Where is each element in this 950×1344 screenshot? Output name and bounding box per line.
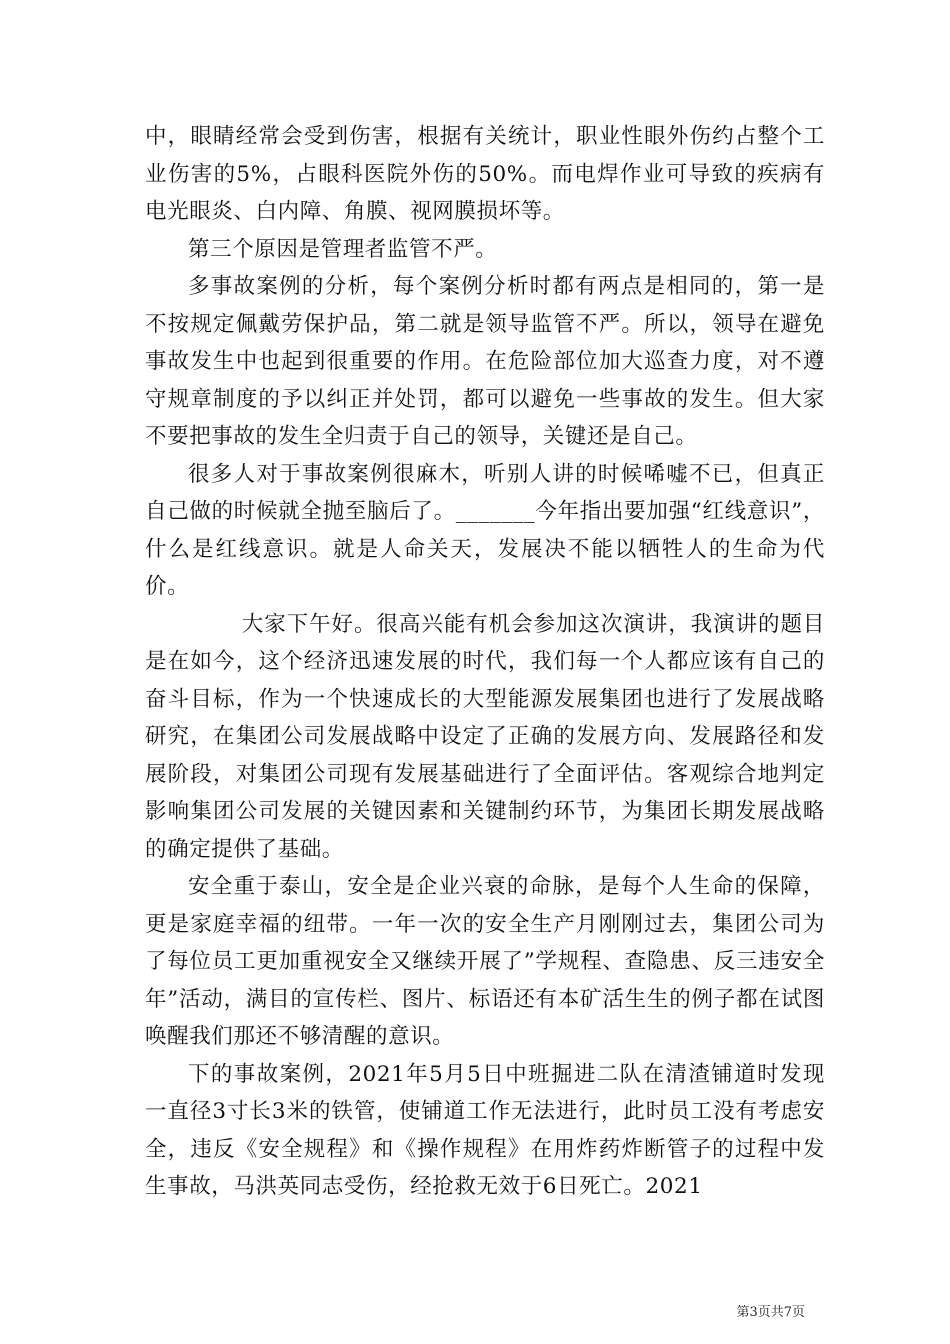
document-body (145, 118, 825, 1206)
paragraph-6: 安全重于泰山，安全是企业兴衰的命脉，是每个人生命的保障，更是家庭幸福的纽带。一年一次的安全生产月刚刚过去，集团公司为了每位员工更加重视安全又继续开展了”学规程、查隐患、反三违安全年”活动，满目的宣传栏、图片、标语还有本矿活生生的例子都在试图唤醒我们那还不够清醒的意识。 (145, 874, 825, 1049)
paragraph-2: 第三个原因是管理者监管不严。 (188, 236, 498, 262)
paragraph-7: 下的事故案例，2021年5月5日中班掘进二队在清渣铺道时发现一直径3寸长3米的铁管，使铺道工作无法进行，此时员工没有考虑安全，违反《安全规程》和《操作规程》在用炸药炸断管子的过程中发生事故，马洪英同志受伤，经抢救无效于6日死亡。2021 (145, 1061, 825, 1199)
paragraph-4: 很多人对于事故案例很麻木，听别人讲的时候唏嘘不已，但真正自己做的时候就全抛至脑后了。_______今年指出要加强“红线意识”，什么是红线意识。就是人命关天，发展决不能以牺牲人的生命为代价。 (145, 461, 825, 599)
paragraph-3: 多事故案例的分析，每个案例分析时都有两点是相同的，第一是不按规定佩戴劳保护品，第二就是领导监管不严。所以，领导在避免事故发生中也起到很重要的作用。在危险部位加大巡查力度，对不遵守规章制度的予以纠正并处罚，都可以避免一些事故的发生。但大家不要把事故的发生全归责于自己的领导，关键还是自己。 (145, 274, 825, 449)
paragraph-1: 中，眼睛经常会受到伤害，根据有关统计，职业性眼外伤约占整个工业伤害的5%，占眼科医院外伤的50%。而电焊作业可导致的疾病有电光眼炎、白内障、角膜、视网膜损坏等。 (145, 124, 825, 224)
paragraph-5: 大家下午好。很高兴能有机会参加这次演讲，我演讲的题目是在如今，这个经济迅速发展的时代，我们每一个人都应该有自己的奋斗目标，作为一个快速成长的大型能源发展集团也进行了发展战略研究，在集团公司发展战略中设定了正确的发展方向、发展路径和发展阶段，对集团公司现有发展基础进行了全面评估。客观综合地判定影响集团公司发展的关键因素和关键制约环节，为集团长期发展战略的确定提供了基础。 (145, 611, 825, 862)
page-number: 第3页共7页 (736, 1305, 805, 1320)
